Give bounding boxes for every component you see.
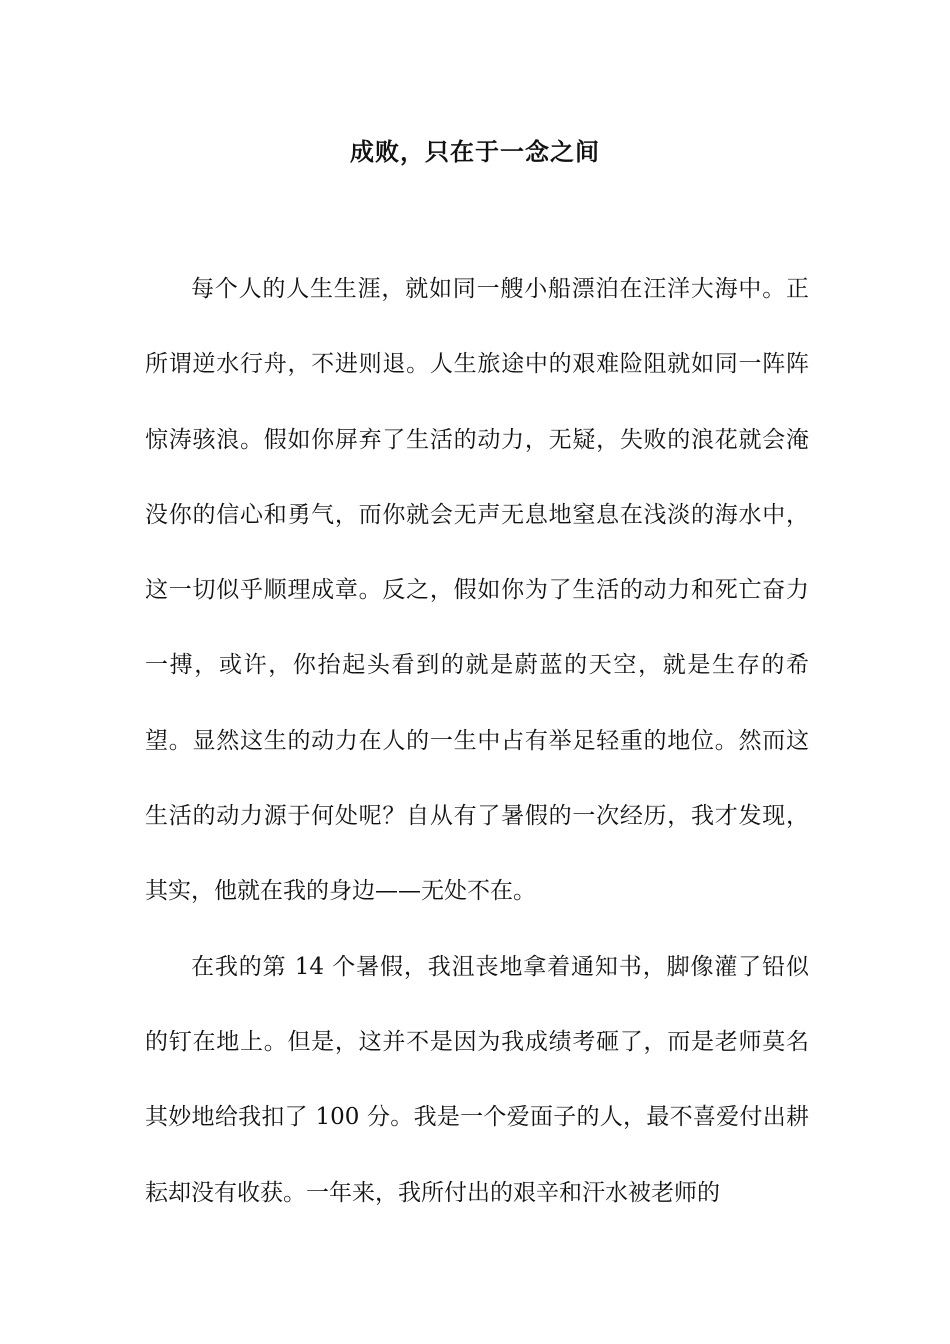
- document-title: 成败，只在于一念之间: [350, 137, 600, 166]
- paragraph-1: 每个人的人生生涯，就如同一艘小船漂泊在汪洋大海中。正所谓逆水行舟，不进则退。人生旅途中的艰难险阻就如同一阵阵惊涛骇浪。假如你屏弃了生活的动力，无疑，失败的浪花就会淹没你的信心和勇气，而你就会无声无息地窒息在浅淡的海水中，这一切似乎顺理成章。反之，假如你为了生活的动力和死亡奋力一搏，或许，你抬起头看到的就是蔚蓝的天空，就是生存的希望。显然这生的动力在人的一生中占有举足轻重的地位。然而这生活的动力源于何处呢？自从有了暑假的一次经历，我才发现，其实，他就在我的身边——无处不在。: [145, 276, 809, 905]
- document-body: [145, 252, 809, 1231]
- paragraph-2: 在我的第 14 个暑假，我沮丧地拿着通知书，脚像灌了铅似的钉在地上。但是，这并不是因为我成绩考砸了，而是老师莫名其妙地给我扣了 100 分。我是一个爱面子的人，最不喜爱付出耕耘却没有收获。一年来，我所付出的艰辛和汗水被老师的: [145, 953, 809, 1206]
